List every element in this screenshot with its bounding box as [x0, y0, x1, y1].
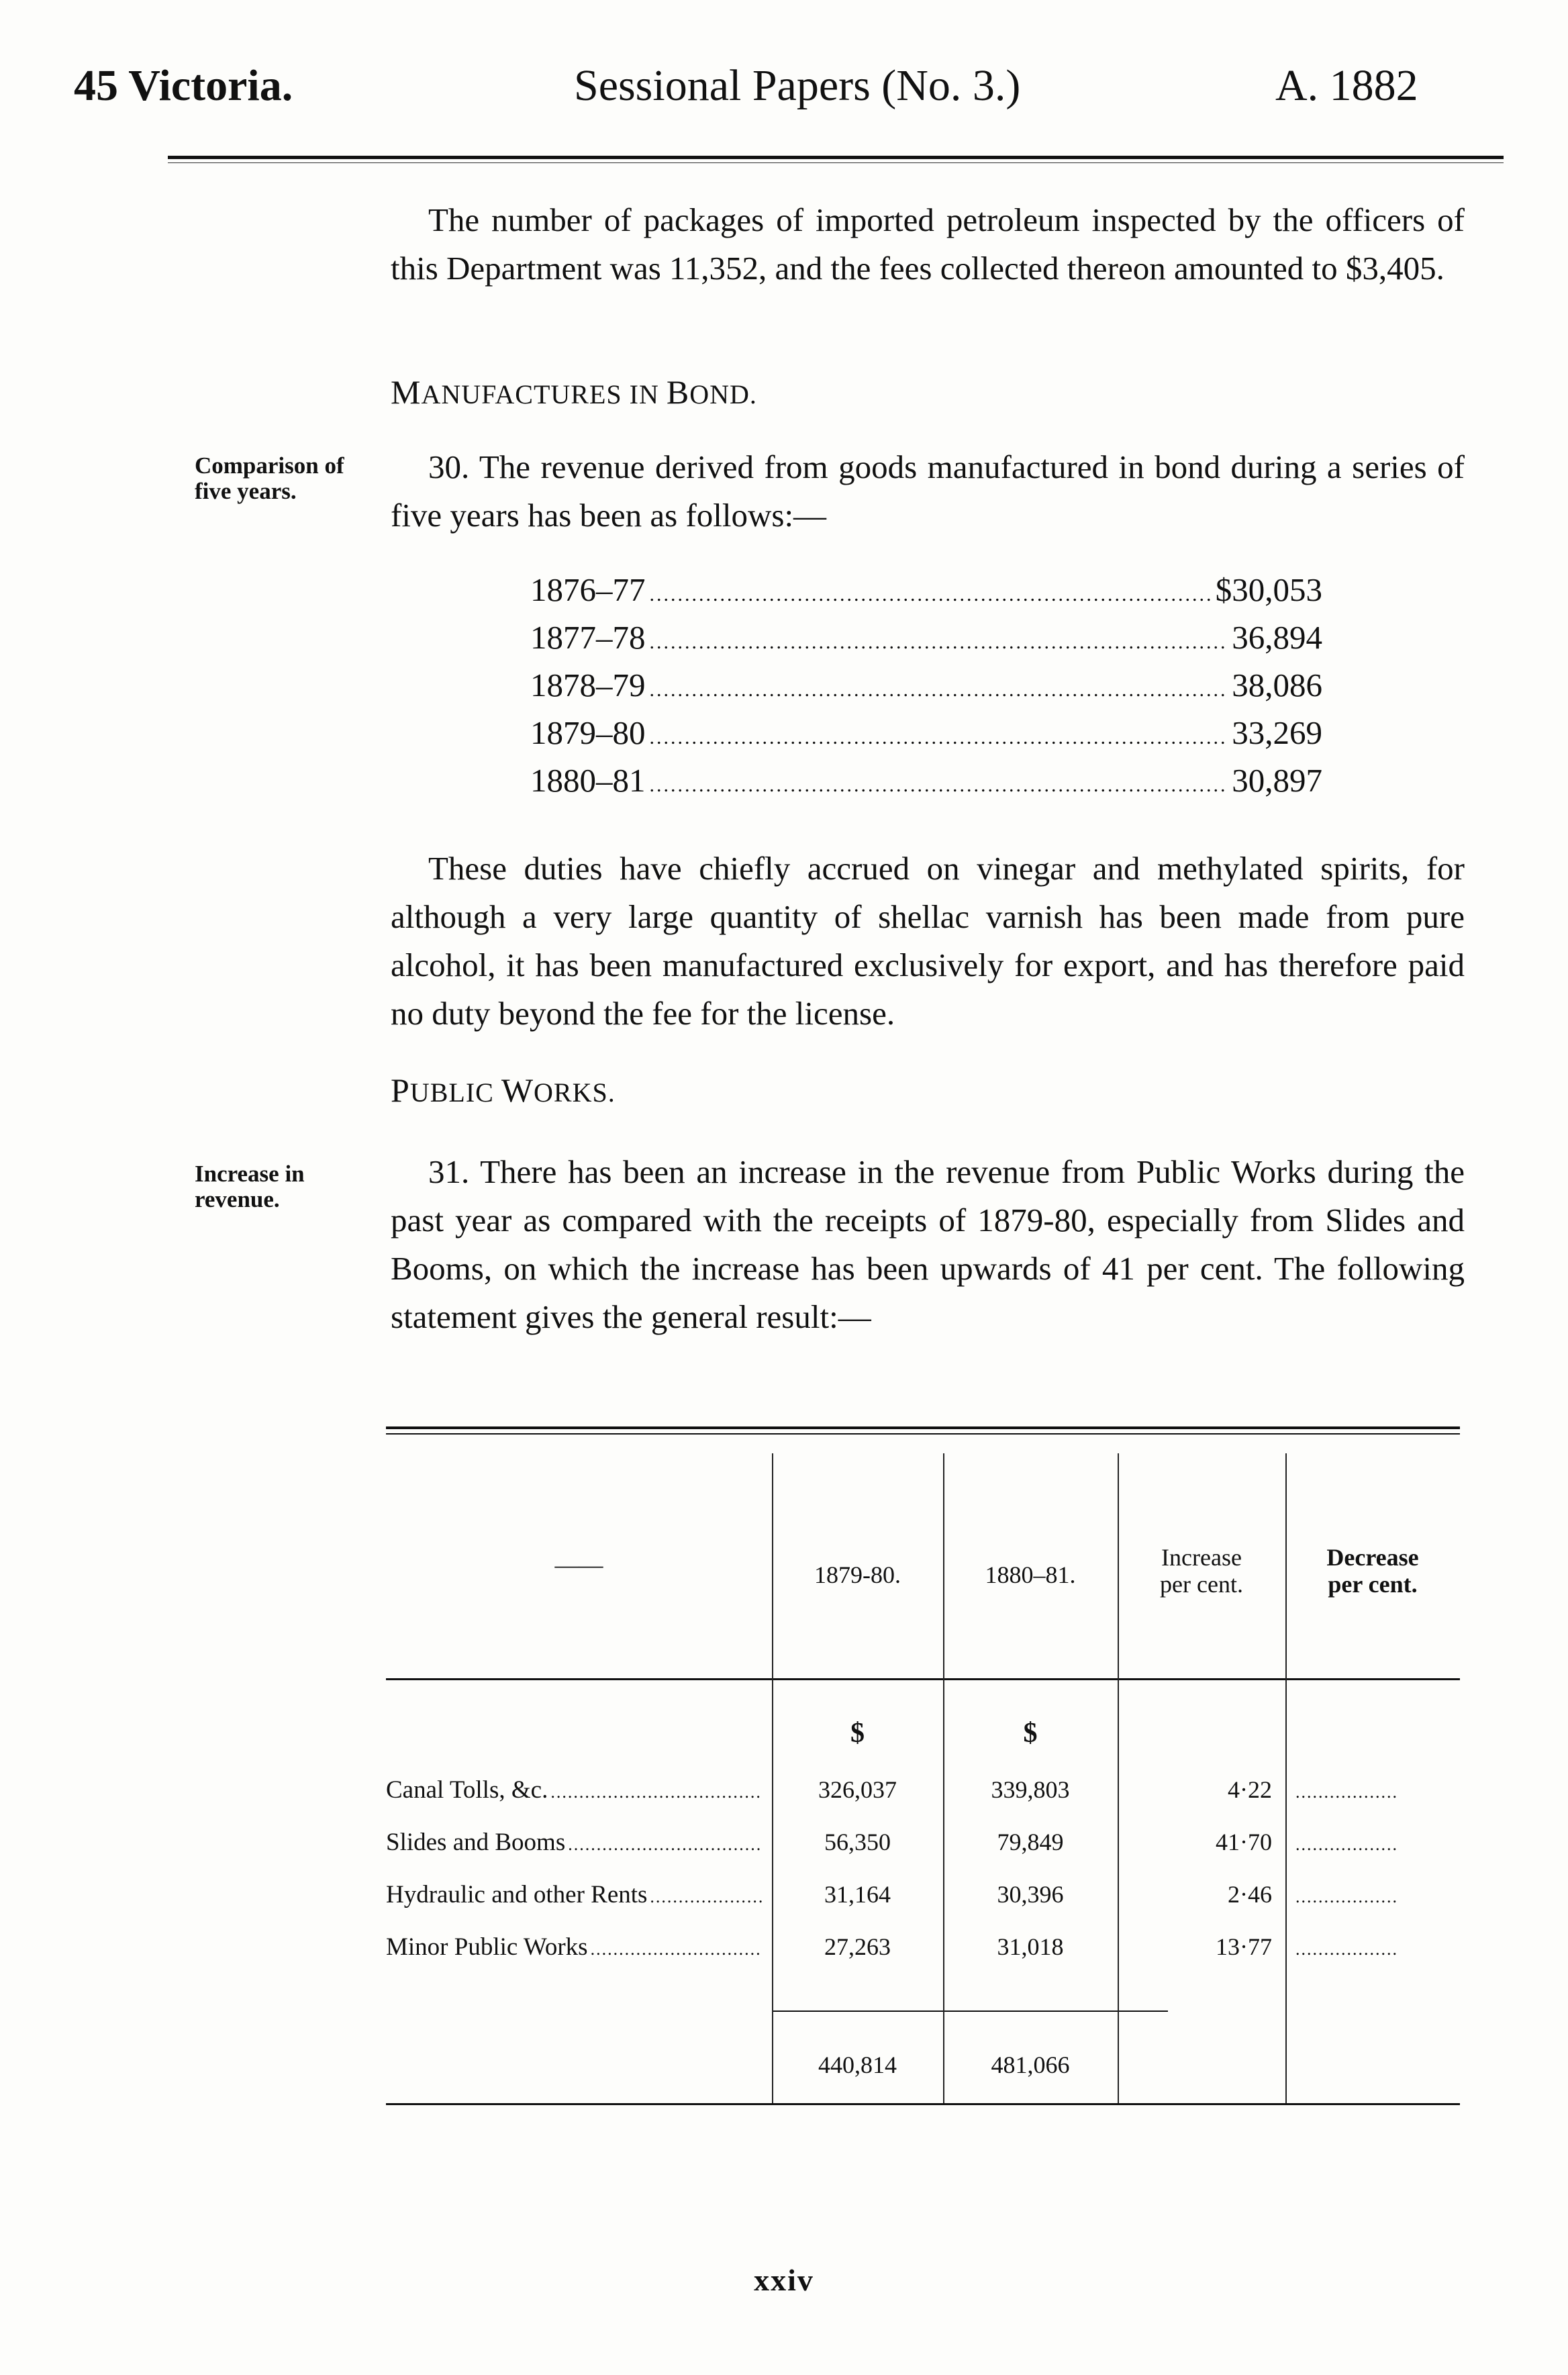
table-cell: 31,164 [824, 1881, 891, 1908]
table-cell-dots: .................. [1295, 1835, 1398, 1854]
margin-note-comparison: Comparison of five years. [195, 452, 344, 504]
public-works-table [386, 1426, 1460, 2111]
table-cell-dots: .................. [1295, 1887, 1398, 1906]
header-volume: 45 Victoria. [74, 61, 293, 110]
table-cell: 326,037 [818, 1776, 897, 1803]
revenue-row: 1876–77 ..... $30,053 [530, 571, 1322, 618]
revenue-list [530, 571, 1322, 809]
margin-note-increase: Increase in revenue. [195, 1161, 305, 1212]
revenue-row: 1877–78 ..... 36,894 [530, 618, 1322, 666]
paragraph-duties: These duties have chiefly accrued on vinegar and methylated spirits, for although a very large quantity of shellac varnish has been made from pure alcohol, it has been manufactured exclusively for export, and has therefore paid no duty beyond the fee for the license. [391, 850, 1465, 1032]
table-row-label: Minor Public Works ..... [386, 1933, 762, 1961]
table-cell: 2·46 [1228, 1881, 1272, 1908]
table-rule-top [386, 1426, 1460, 1429]
header-title: Sessional Papers (No. 3.) [574, 61, 1021, 110]
table-rule-bottom [386, 2103, 1460, 2105]
paragraph-30: 30. The revenue derived from goods manufactured in bond during a series of five years has been as follows:— [391, 448, 1465, 534]
table-cell-dots: .................. [1295, 1939, 1398, 1959]
table-cell: 41·70 [1216, 1829, 1272, 1855]
revenue-row: 1878–79 ..... 38,086 [530, 666, 1322, 714]
table-cell: 13·77 [1216, 1933, 1272, 1960]
col-header-1879-80: 1879-80. [814, 1561, 901, 1588]
header-rule [168, 156, 1504, 159]
table-cell: 30,396 [997, 1881, 1064, 1908]
table-total: 481,066 [991, 2051, 1070, 2078]
paragraph-31: 31. There has been an increase in the revenue from Public Works during the past year as compared with the receipts of 1879-80, especially from Slides and Booms, on which the increase has been upwards of 41 per cent. The following statement gives the general result:— [391, 1153, 1465, 1335]
table-cell: 31,018 [997, 1933, 1064, 1960]
header-year: A. 1882 [1275, 61, 1418, 110]
col-header-decrease: Decrease per cent. [1326, 1544, 1419, 1598]
page-number: xxiv [754, 2263, 814, 2297]
col-header-increase: Increase per cent. [1160, 1544, 1243, 1598]
table-cell: 27,263 [824, 1933, 891, 1960]
currency-symbol: $ [1023, 1718, 1038, 1749]
table-row-label: Hydraulic and other Rents ..... [386, 1880, 762, 1909]
table-cell: 4·22 [1228, 1776, 1272, 1803]
table-cell: 56,350 [824, 1829, 891, 1855]
table-rule-header [386, 1678, 1460, 1680]
col-header-1880-81: 1880–81. [985, 1561, 1076, 1588]
table-cell-dots: .................. [1295, 1782, 1398, 1802]
table-cell: 339,803 [991, 1776, 1070, 1803]
currency-symbol: $ [850, 1718, 865, 1749]
table-row-label: Canal Tolls, &c. ..... [386, 1776, 762, 1804]
revenue-row: 1879–80 ..... 33,269 [530, 714, 1322, 761]
table-cell: 79,849 [997, 1829, 1064, 1855]
col-header-blank: —— [554, 1551, 603, 1578]
table-rule-total [772, 2010, 1168, 2012]
table-total: 440,814 [818, 2051, 897, 2078]
intro-paragraph: The number of packages of imported petroleum inspected by the officers of this Department was 11,352, and the fees collected thereon amounted to $3,405. [391, 201, 1465, 287]
table-rule-top-thin [386, 1433, 1460, 1435]
header-rule-thin [168, 162, 1504, 163]
table-row-label: Slides and Booms ..... [386, 1828, 762, 1857]
revenue-row: 1880–81 ..... 30,897 [530, 761, 1322, 809]
section-heading-public-works: PUBLIC WORKS. [391, 1071, 616, 1109]
section-heading-manufactures: MANUFACTURES IN BOND. [391, 373, 757, 411]
